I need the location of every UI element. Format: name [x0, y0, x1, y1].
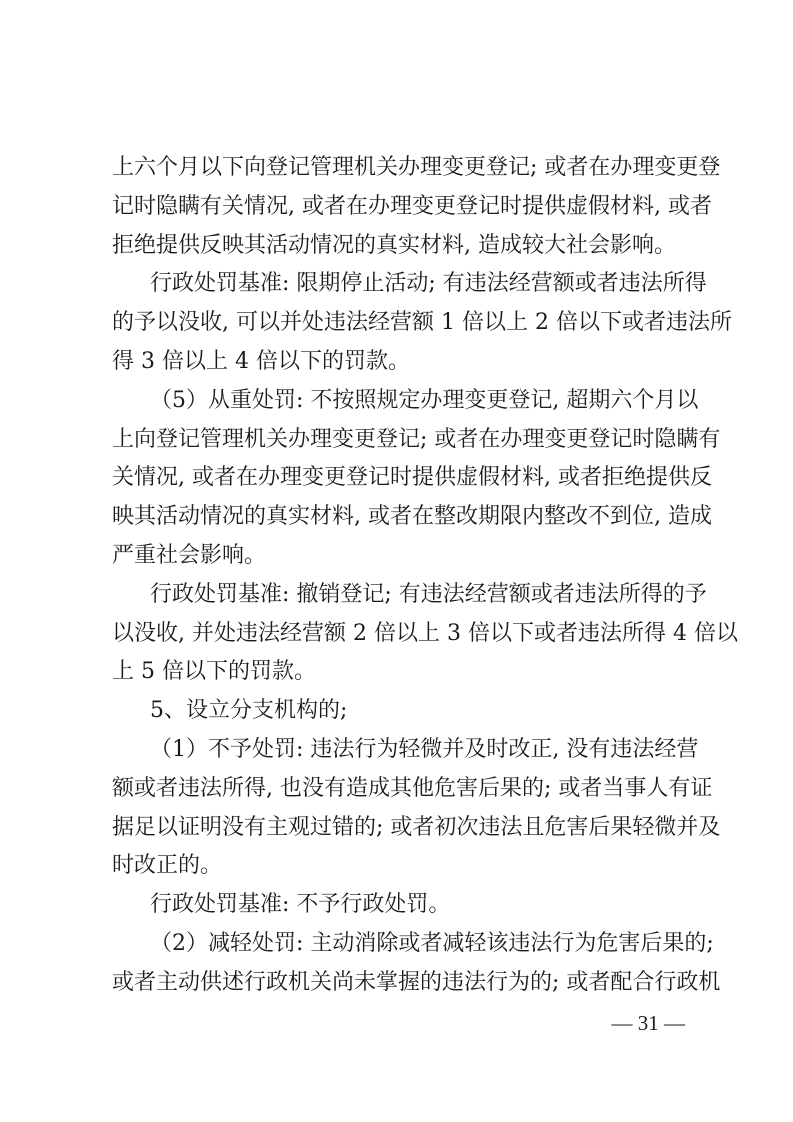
text-line: 行政处罚基准: 不予行政处罚。: [150, 892, 451, 918]
text-line: 或者主动供述行政机关尚未掌握的违法行为的; 或者配合行政机: [112, 969, 721, 995]
text-line: 严重社会影响。: [112, 542, 267, 568]
text-line: 上 5 倍以下的罚款。: [112, 659, 316, 685]
text-line: 上六个月以下向登记管理机关办理变更登记; 或者在办理变更登: [112, 155, 721, 180]
text-line: 行政处罚基准: 撤销登记; 有违法经营额或者违法所得的予: [150, 581, 707, 607]
text-line: 行政处罚基准: 限期停止活动; 有违法经营额或者违法所得: [150, 271, 707, 297]
text-line: 时改正的。: [112, 853, 223, 879]
text-line: 映其活动情况的真实材料, 或者在整改期限内整改不到位, 造成: [112, 504, 712, 530]
text-line: 额或者违法所得, 也没有造成其他危害后果的; 或者当事人有证: [112, 775, 713, 801]
document-body: [112, 149, 738, 1003]
text-line: 以没收, 并处违法经营额 2 倍以上 3 倍以下或者违法所得 4 倍以: [112, 620, 738, 646]
text-line: 关情况, 或者在办理变更登记时提供虚假材料, 或者拒绝提供反: [112, 465, 712, 491]
text-line: 的予以没收, 可以并处违法经营额 1 倍以上 2 倍以下或者违法所: [112, 310, 732, 336]
text-line: 5、设立分支机构的;: [150, 698, 348, 724]
text-line: 据足以证明没有主观过错的; 或者初次违法且危害后果轻微并及: [112, 814, 721, 840]
text-line: 得 3 倍以上 4 倍以下的罚款。: [112, 348, 410, 374]
text-line: 拒绝提供反映其活动情况的真实材料, 造成较大社会影响。: [112, 232, 676, 258]
text-line: 记时隐瞒有关情况, 或者在办理变更登记时提供虚假材料, 或者: [112, 193, 712, 219]
text-line: （2）减轻处罚: 主动消除或者减轻该违法行为危害后果的;: [150, 930, 714, 956]
text-line: （1）不予处罚: 违法行为轻微并及时改正, 没有违法经营: [150, 736, 699, 762]
text-line: 上向登记管理机关办理变更登记; 或者在办理变更登记时隐瞒有: [112, 426, 721, 452]
text-line: （5）从重处罚: 不按照规定办理变更登记, 超期六个月以: [150, 387, 699, 413]
page-number: — 31 —: [611, 1011, 685, 1035]
